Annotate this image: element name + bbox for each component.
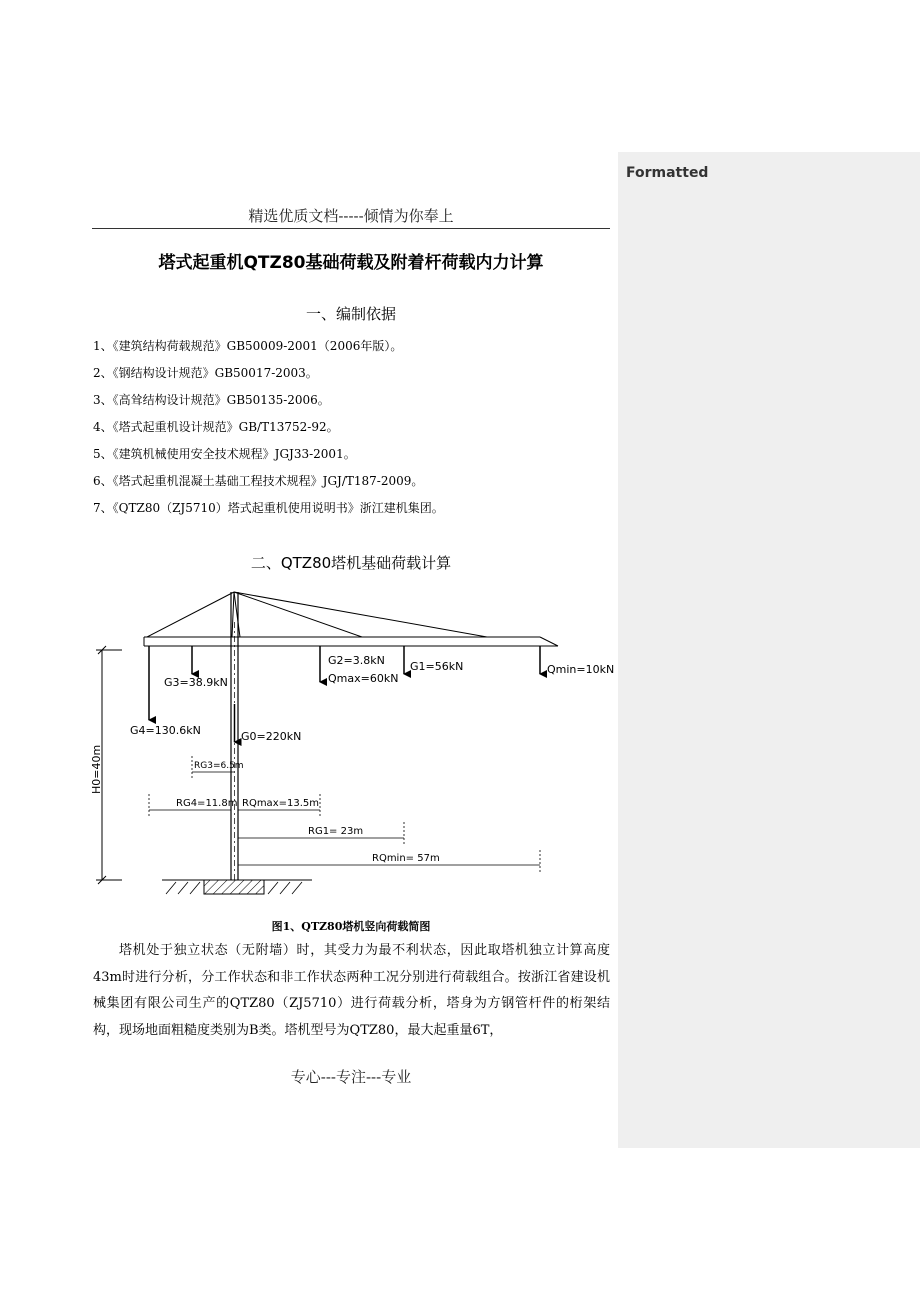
reference-item: 5、《建筑机械使用安全技术规程》JGJ33-2001。 <box>93 447 356 461</box>
g2-label: G2=3.8kN <box>328 654 385 667</box>
g4-label: G4=130.6kN <box>130 724 201 737</box>
reference-item: 2、《钢结构设计规范》GB50017-2003。 <box>93 366 318 380</box>
rg1-label: RG1= 23m <box>308 826 364 837</box>
reference-item: 4、《塔式起重机设计规范》GB/T13752-92。 <box>93 420 339 434</box>
rqmin-label: RQmin= 57m <box>372 853 440 864</box>
h0-label: H0=40m <box>90 744 103 794</box>
reference-item: 6、《塔式起重机混凝土基础工程技术规程》JGJ/T187-2009。 <box>93 474 424 488</box>
comment-pane <box>618 152 920 1148</box>
foundation <box>162 880 312 894</box>
document-title: 塔式起重机QTZ80基础荷载及附着杆荷载内力计算 <box>158 253 544 273</box>
rg3-label: RG3=6.5m <box>194 761 244 771</box>
comment-label: Formatted <box>626 165 709 181</box>
rqmax-label: RQmax=13.5m <box>242 798 319 809</box>
g0-label: G0=220kN <box>241 730 302 743</box>
qmax-label: Qmax=60kN <box>328 672 399 685</box>
page-footer: 专心---专注---专业 <box>290 1068 412 1086</box>
reference-item: 3、《高耸结构设计规范》GB50135-2006。 <box>93 393 330 407</box>
g1-label: G1=56kN <box>410 660 464 673</box>
reference-item: 7、《QTZ80（ZJ5710）塔式起重机使用说明书》浙江建机集团。 <box>93 501 444 515</box>
rg4-label: RG4=11.8m <box>176 798 238 809</box>
reference-list <box>93 333 444 522</box>
jib <box>144 637 558 646</box>
body-paragraph: 塔机处于独立状态（无附墙）时，其受力为最不利状态，因此取塔机独立计算高度43m时进行分析，分工作状态和非工作状态两种工况分别进行荷载组合。按浙江省建设机械集团有限公司生产的QTZ80（ZJ5710）进行荷载分析，塔身为方钢管杆件的桁架结构，现场地面粗糙度类别为B类。塔机型号为QTZ80，最大起重量6T， <box>93 943 610 1038</box>
qmin-label: Qmin=10kN <box>547 663 615 676</box>
page-header: 精选优质文档-----倾情为你奉上 <box>248 207 454 225</box>
section-2-heading: 二、QTZ80塔机基础荷载计算 <box>250 554 452 572</box>
tower-crane-load-diagram <box>90 582 615 912</box>
figure-caption: 图1、QTZ80塔机竖向荷载简图 <box>271 920 431 933</box>
g3-label: G3=38.9kN <box>164 676 228 689</box>
section-1-heading: 一、编制依据 <box>305 305 396 323</box>
reference-item: 1、《建筑结构荷载规范》GB50009-2001（2006年版）。 <box>93 339 403 353</box>
header-rule <box>92 228 610 229</box>
tie-cables <box>147 592 487 637</box>
